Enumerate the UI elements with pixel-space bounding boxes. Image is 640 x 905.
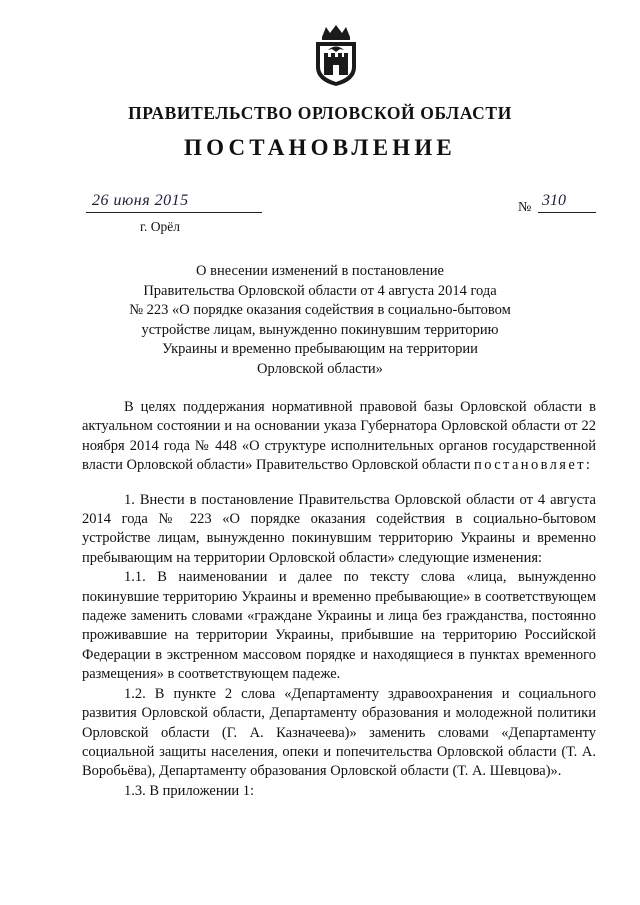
body-paragraph: 1.3. В приложении 1:	[124, 782, 255, 799]
body-paragraph: 1.2. В пункте 2 слова «Департаменту здравоохранения и социального развития Орловской области, Департаменту образования и молодежной политики Орловской области (Г. А. Казначеева)» заменить словами «Департаменту социальной защиты населения, опеки и попечительства Орловской области (Т. А. Воробьёва), Департаменту образования Орловской области (Т. А. Шевцова)».	[82, 685, 596, 780]
handwritten-number: 310	[542, 192, 566, 209]
subject-line: устройстве лицам, вынужденно покинувшим территорию	[141, 321, 499, 338]
government-title: ПРАВИТЕЛЬСТВО ОРЛОВСКОЙ ОБЛАСТИ	[128, 103, 512, 123]
subject-line: Орловской области»	[257, 360, 383, 377]
document-type-title: ПОСТАНОВЛЕНИЕ	[184, 135, 456, 160]
preamble-text: В целях поддержания нормативной правовой базы Орловской области в актуальном состоянии и на основании указа Губернатора Орловской области от 22 ноября 2014 года № 448 «О структуре исполнительных органов государственной власти Орловской области» Правительство Орловской области	[82, 399, 596, 474]
subject-line: Правительства Орловской области от 4 августа 2014 года	[143, 282, 497, 299]
number-label: №	[518, 200, 532, 215]
body-paragraph: 1.1. В наименовании и далее по тексту слова «лица, вынужденно покинувшие территорию Украины и временно пребывающие» в соответствующем падеже заменить словами «граждане Украины и лица без гражданства, постоянно проживавшие на территории Украины, прибывшие на территорию Российской Федерации в экстренном массовом порядке и находящиеся в пунктах временного размещения» в соответствующем падеже.	[82, 569, 596, 683]
subject-line: Украины и временно пребывающим на территории	[162, 341, 478, 358]
date-field	[86, 192, 264, 216]
document-subject	[110, 262, 530, 380]
number-field	[538, 192, 596, 216]
preamble-emphasis: постановляет:	[474, 457, 593, 474]
city-label: г. Орёл	[140, 219, 180, 234]
body-paragraph: 1. Внести в постановление Правительства Орловской области от 4 августа 2014 года № 223 «О порядке оказания содействия в социально-бытовом устройстве лицам, вынужденно покинувшим территорию Украины и временно пребывающим на территории Орловской области» следующие изменения:	[82, 491, 596, 566]
subject-line: № 223 «О порядке оказания содействия в социально-бытовом	[129, 302, 511, 319]
orel-coat-of-arms-icon	[312, 23, 360, 87]
subject-line: О внесении изменений в постановление	[196, 263, 444, 279]
date-underline	[86, 212, 262, 213]
handwritten-date: 26 июня 2015	[92, 192, 189, 209]
document-body	[82, 398, 596, 801]
preamble-paragraph	[82, 398, 596, 476]
number-underline	[538, 212, 596, 213]
